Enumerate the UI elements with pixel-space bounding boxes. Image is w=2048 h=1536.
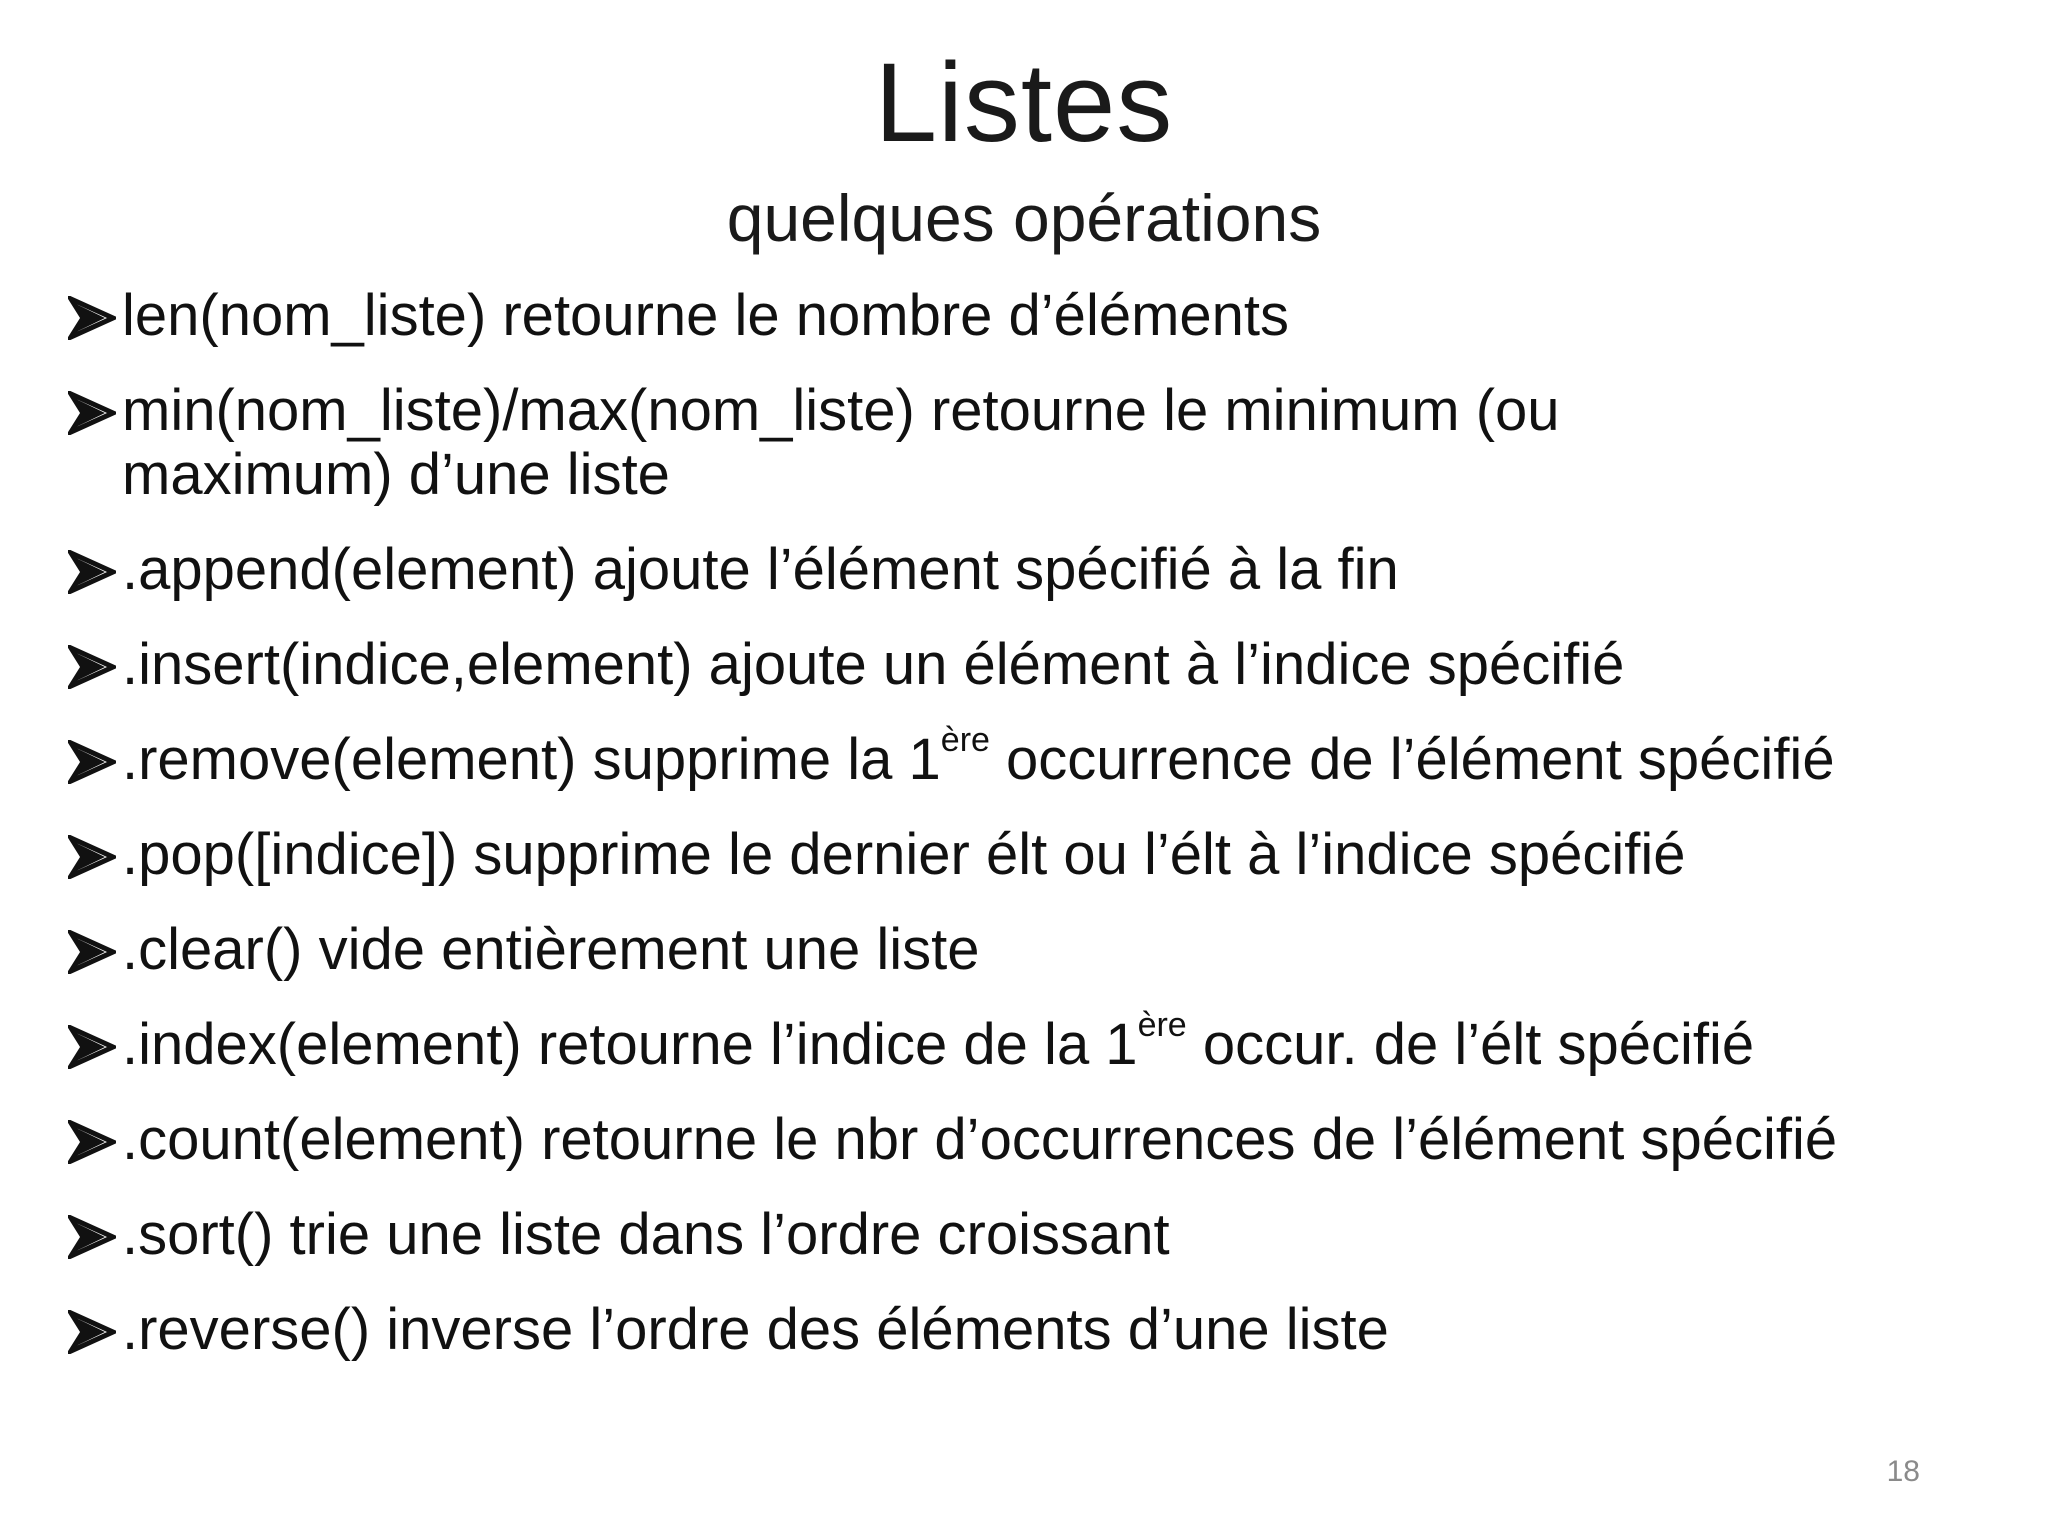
- arrow-bullet-icon: [68, 1120, 116, 1164]
- arrow-bullet-icon: [68, 1025, 116, 1069]
- bullet-text-continued: occurrence de l’élément spécifié: [989, 727, 1835, 792]
- bullet-text: .remove(element) supprime la 1: [122, 727, 941, 792]
- bullet-text: min(nom_liste)/max(nom_liste) retourne le minimum (ou maximum) d’une liste: [122, 378, 1560, 507]
- bullet-text: .pop([indice]) supprime le dernier élt ou l’élt à l’indice spécifié: [122, 822, 1686, 887]
- list-item-count: [68, 1108, 2018, 1172]
- list-item-min-max: [68, 379, 1842, 507]
- arrow-bullet-icon: [68, 835, 116, 879]
- operations-list: [68, 284, 2018, 1393]
- bullet-text: .reverse() inverse l’ordre des éléments d’une liste: [122, 1297, 1389, 1362]
- arrow-bullet-icon: [68, 645, 116, 689]
- bullet-text: .insert(indice,element) ajoute un élément à l’indice spécifié: [122, 632, 1625, 697]
- slide-subtitle: quelques opérations: [726, 181, 1322, 255]
- arrow-bullet-icon: [68, 550, 116, 594]
- list-item-clear: [68, 918, 2018, 982]
- list-item-reverse: [68, 1298, 2018, 1362]
- list-item-pop: [68, 823, 2018, 887]
- superscript-ere: ère: [1137, 1006, 1187, 1044]
- bullet-text: .append(element) ajoute l’élément spécifié à la fin: [122, 537, 1399, 602]
- arrow-bullet-icon: [68, 740, 116, 784]
- bullet-text: .count(element) retourne le nbr d’occurrences de l’élément spécifié: [122, 1107, 1838, 1172]
- list-item-insert: [68, 633, 2018, 697]
- slide-title: Listes: [874, 40, 1174, 165]
- arrow-bullet-icon: [68, 296, 116, 340]
- arrow-bullet-icon: [68, 391, 116, 435]
- bullet-text: len(nom_liste) retourne le nombre d’éléments: [122, 283, 1290, 348]
- list-item-index: [68, 1006, 2018, 1077]
- list-item-remove: [68, 721, 2018, 792]
- list-item-append: [68, 538, 2018, 602]
- bullet-text: .index(element) retourne l’indice de la 1: [122, 1012, 1138, 1077]
- bullet-text-continued: occur. de l’élt spécifié: [1186, 1012, 1755, 1077]
- arrow-bullet-icon: [68, 1215, 116, 1259]
- list-item-len: [68, 284, 2018, 348]
- arrow-bullet-icon: [68, 930, 116, 974]
- page-number: 18: [1886, 1455, 1920, 1488]
- list-item-sort: [68, 1203, 2018, 1267]
- bullet-text: .sort() trie une liste dans l’ordre croissant: [122, 1202, 1170, 1267]
- superscript-ere: ère: [940, 721, 990, 759]
- arrow-bullet-icon: [68, 1310, 116, 1354]
- bullet-text: .clear() vide entièrement une liste: [122, 917, 980, 982]
